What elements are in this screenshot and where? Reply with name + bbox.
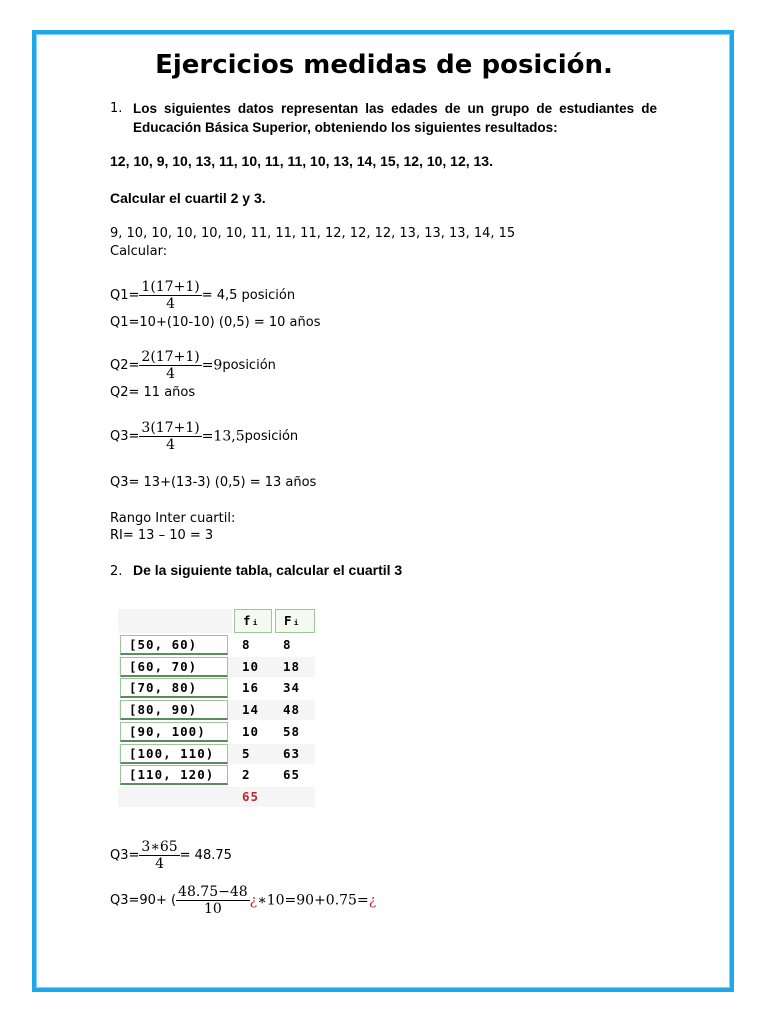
page-title: Ejercicios medidas de posición.: [155, 50, 613, 80]
ex2-q3-numerator: 3∗65: [141, 839, 178, 855]
q2-result: Q2= 11 años: [110, 385, 196, 400]
table-fi-cell: 10: [242, 658, 260, 674]
q2-numerator: 2(17+1): [141, 349, 200, 365]
q1-formula: [110, 279, 295, 312]
ex2-q3b-mark-2: ¿: [368, 892, 377, 909]
ex2-q3-suffix: = 48.75: [179, 848, 232, 863]
ex1-task: Calcular el cuartil 2 y 3.: [110, 190, 266, 206]
table-fi-cell: 10: [242, 723, 260, 739]
q3-prefix: Q3=: [110, 429, 140, 444]
q3-denominator: 4: [166, 437, 176, 453]
ex2-q3b-denominator: 10: [203, 901, 222, 917]
table-Fi-cell: 58: [283, 723, 301, 739]
ex1-statement: Los siguientes datos representan las edades de un grupo de estudiantes de Educación Básica Superior, obteniendo los siguientes resultados:: [133, 101, 657, 135]
q1-numerator: 1(17+1): [141, 279, 200, 295]
ex2-q3-fraction: [139, 839, 179, 872]
ex1-number: 1.: [110, 101, 123, 116]
ex1-sorted-data: 9, 10, 10, 10, 10, 10, 11, 11, 11, 12, 12, 12, 13, 13, 13, 14, 15: [110, 226, 516, 241]
ex2-q3b-prefix: Q3=90+ (: [110, 893, 177, 908]
table-interval-cell: [80, 90): [120, 700, 228, 720]
q1-result: Q1=10+(10-10) (0,5) = 10 años: [110, 315, 321, 330]
ex2-q3-denominator: 4: [155, 856, 164, 872]
table-Fi-cell: 65: [283, 767, 301, 783]
ex2-q3b-fraction: [176, 884, 250, 917]
table-Fi-cell: 8: [283, 637, 292, 652]
table-fi-cell: 5: [242, 745, 251, 761]
q3-result: Q3= 13+(13-3) (0,5) = 13 años: [110, 475, 317, 490]
ri-result: RI= 13 – 10 = 3: [110, 528, 214, 543]
table-interval-cell: [100, 110): [120, 744, 228, 764]
q3-numerator: 3(17+1): [141, 420, 200, 436]
table-fi-cell: 16: [242, 680, 260, 696]
table-fi-cell: 8: [242, 637, 251, 652]
q1-prefix: Q1=: [110, 288, 140, 303]
table-total-bg: [118, 787, 315, 807]
table-header-blank: [118, 609, 232, 633]
ex2-q3-prefix: Q3=: [110, 848, 140, 863]
table-interval-cell: [110, 120): [120, 765, 228, 785]
ex2-q3b-middle: ∗10=90+0.75=: [257, 892, 369, 909]
q1-denominator: 4: [166, 296, 176, 312]
q2-equals: =9: [201, 357, 223, 374]
q1-fraction: [139, 279, 201, 312]
ex1-calc-label: Calcular:: [110, 244, 168, 259]
table-fi-cell: 14: [242, 702, 260, 718]
q2-formula: [110, 349, 276, 382]
table-interval-cell: [90, 100): [120, 722, 228, 742]
table-Fi-cell: 34: [283, 680, 301, 696]
table-Fi-cell: 18: [283, 658, 301, 674]
ex2-q3b-mark-1: ¿: [249, 892, 258, 909]
q2-prefix: Q2=: [110, 358, 140, 373]
q2-denominator: 4: [166, 366, 176, 382]
table-total-cell: 65: [242, 788, 260, 804]
table-Fi-cell: 63: [283, 745, 301, 761]
q3-formula: [110, 420, 298, 453]
table-header-Fi: Fᵢ: [275, 609, 315, 633]
table-header-fi: fᵢ: [234, 609, 272, 633]
table-fi-cell: 2: [242, 767, 251, 783]
ex2-statement: De la siguiente tabla, calcular el cuartil 3: [133, 562, 403, 578]
table-interval-cell: [70, 80): [120, 678, 228, 698]
q2-suffix: posición: [222, 358, 276, 373]
ex1-data-line: 12, 10, 9, 10, 13, 11, 10, 11, 11, 10, 13, 14, 15, 12, 10, 12, 13.: [110, 153, 493, 169]
table-interval-cell: [50, 60): [120, 635, 228, 655]
ex2-q3-calculation: [110, 884, 376, 917]
ex2-number: 2.: [110, 564, 123, 579]
q3-suffix: posición: [244, 429, 299, 444]
q1-suffix: = 4,5 posición: [201, 288, 296, 303]
ri-label: Rango Inter cuartil:: [110, 511, 236, 526]
ex2-q3-formula: [110, 839, 232, 872]
q2-fraction: [139, 349, 201, 382]
table-interval-cell: [60, 70): [120, 657, 228, 677]
ex2-q3b-numerator: 48.75−48: [178, 884, 248, 900]
q3-fraction: [139, 420, 201, 453]
q3-equals: =13,5: [201, 428, 245, 445]
table-Fi-cell: 48: [283, 702, 301, 718]
